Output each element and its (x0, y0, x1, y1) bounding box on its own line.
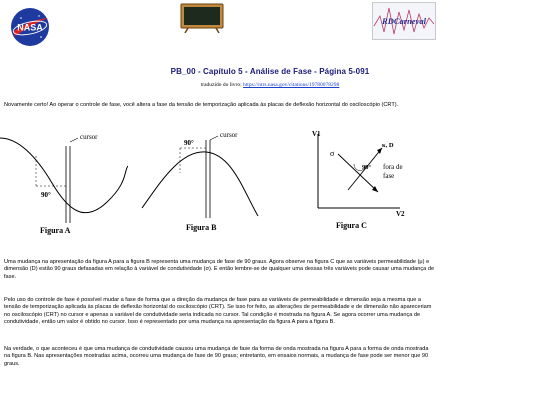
figure-a-cursor-pointer (70, 138, 78, 142)
figure-c-out-of-phase-1: fora de (383, 163, 403, 171)
paragraph-2: Uma mudança na apresentação da figura A para a figura B representa uma mudança de fase de 90 graus. Agora observe na figura C que as variáveis permeabilidade (μ) e dimensão (D) estão 90 graus defasadas em relação à variável de condutividade (σ). E então lembre-se de qualquer uma dessas três variáveis pode causar uma mudança de fase. (4, 259, 435, 280)
source-prefix: traduzido do livro: (200, 82, 242, 88)
nasa-logo-text: NASA (17, 22, 43, 33)
paragraph-3: Pelo uso do controle de fase é possível mudar a fase de forma que a direção da mudança de fase para as variáveis de permeabilidade e dimensão seja a mesma que a tensão de temporização aplicada às placas de deflexão horizontal do osciloscópio (CRT). Se isso for feito, as alterações de permeabilidade e de dimensão não apareceriam no osciloscópio (CRT) no cursor e apenas a variável de condutividade seria indicada no cursor. Tal condição é mostrada na figura A. Se agora ocorrer uma mudança de condutividade, então um valor é obtido no cursor. Isso é representado por uma mudança na apresentação da figura A para a figura B. (4, 297, 432, 326)
figure-c-mu-d: κ, D (382, 142, 394, 149)
page-title: PB_00 - Capítulo 5 - Análise de Fase - Página 5-091 (170, 67, 370, 76)
figure-c-sigma: σ (330, 149, 335, 158)
figure-a-cursor-label: cursor (80, 133, 98, 141)
figure-a-waveform (0, 138, 128, 213)
source-line (0, 82, 540, 88)
figure-c-v2: V2 (396, 210, 405, 218)
figure-c-out-of-phase-2: fase (383, 172, 395, 180)
header (0, 0, 540, 52)
figure-c (300, 128, 410, 238)
figure-a (0, 128, 128, 238)
paragraph-4: Na verdade, o que aconteceu é que uma mudança de condutividade causou uma mudança de fase da forma de onda mostrada na figura A para a forma de onda mostrada na figura B. Nas apresentações mostradas acima, ocorreu uma mudança de fase de 90 graus; entretanto, em ensaios normais, a mudança de fase pode ser menor que 90 graus. (4, 346, 429, 367)
figure-b-waveform (142, 152, 258, 216)
rdcarneval-logo[interactable] (372, 2, 436, 40)
rd-logo-text: RDCarneval (382, 16, 426, 26)
figure-a-caption: Figura A (40, 226, 71, 235)
figure-c-caption: Figura C (336, 221, 367, 230)
figure-c-v1: V1 (312, 130, 321, 138)
chalkboard-icon (180, 3, 224, 33)
nasa-logo[interactable] (9, 6, 51, 48)
source-link[interactable]: https://ntrs.nasa.gov/citations/19780078298 (243, 82, 340, 88)
figure-b-cursor-pointer (210, 136, 218, 140)
figure-b-caption: Figura B (186, 223, 217, 232)
figure-b-angle: 90° (184, 139, 194, 147)
figure-b-cursor-label: cursor (220, 131, 238, 139)
figure-b (140, 128, 260, 238)
figure-c-angle: 90° (362, 164, 372, 171)
figure-a-angle: 90° (41, 191, 51, 199)
paragraph-1: Novamente certo! Ao operar o controle de fase, você altera a fase da tensão de temporização aplicada às placas de deflexão horizontal do osciloscópio (CRT). (4, 102, 399, 108)
